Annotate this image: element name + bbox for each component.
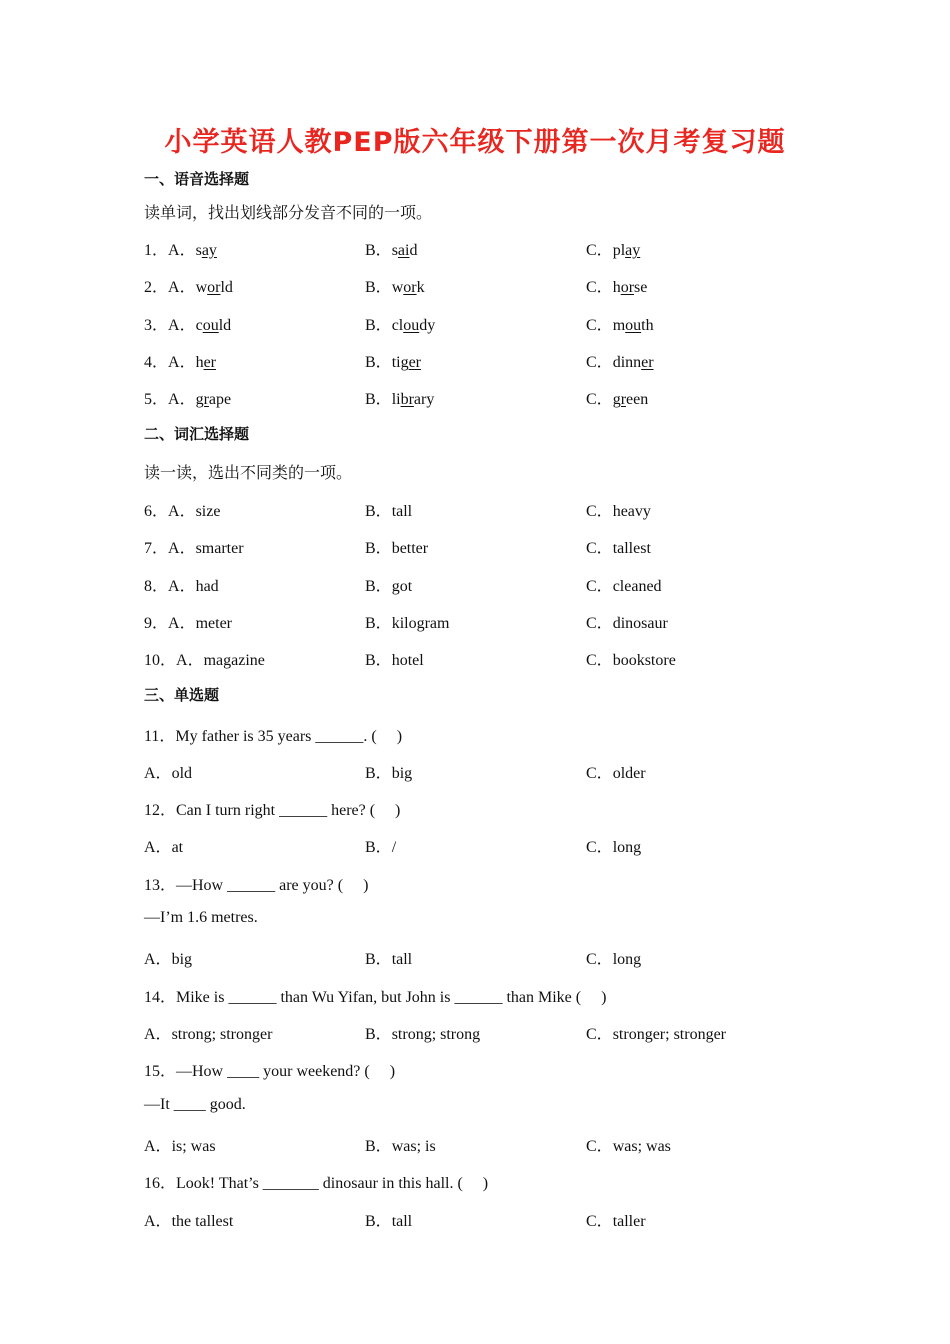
option-label: B．: [365, 765, 392, 782]
option-word: dinosaur: [612, 615, 668, 632]
phonics-question: [144, 237, 844, 259]
option-label: B．: [365, 242, 392, 259]
underlined-letters: gr: [612, 391, 627, 408]
option-b: tall: [391, 951, 413, 968]
option-label: A．: [168, 317, 196, 334]
option-label: A．: [168, 354, 196, 371]
option-label: A．: [144, 1026, 172, 1043]
option-c: older: [612, 765, 646, 782]
option-label: B．: [365, 1138, 392, 1155]
option-label: C．: [586, 391, 613, 408]
option-label: C．: [586, 615, 613, 632]
option-label: A．: [144, 1138, 172, 1155]
option-word: [392, 317, 436, 334]
question-options: [144, 1021, 844, 1043]
option-b: strong; strong: [391, 1026, 481, 1043]
word-part: ld: [218, 317, 232, 334]
option-word: got: [391, 578, 413, 595]
option-label: B．: [365, 391, 392, 408]
option-label: B．: [365, 578, 392, 595]
option-a: old: [171, 765, 193, 782]
option-word: [196, 354, 216, 371]
option-label: B．: [365, 652, 392, 669]
option-word: [392, 391, 435, 408]
underlined-letters: ai: [397, 242, 410, 259]
option-c: was; was: [612, 1138, 671, 1155]
option-word: kilogram: [391, 615, 450, 632]
option-label: C．: [586, 1213, 613, 1230]
underlined-letters: ay: [625, 242, 641, 259]
option-word: smarter: [195, 540, 244, 557]
word-part: k: [416, 279, 425, 296]
vocab-question: [144, 498, 844, 520]
underlined-letters: gr: [195, 391, 209, 408]
word-part: ape: [208, 391, 232, 408]
vocab-question: [144, 647, 844, 669]
phonics-question: [144, 312, 844, 334]
phonics-question: [144, 349, 844, 371]
word-part: pl: [612, 242, 626, 259]
word-part: c: [195, 317, 203, 334]
option-label: B．: [365, 1213, 392, 1230]
question-number: 8．: [144, 578, 169, 595]
option-c: long: [612, 839, 642, 856]
option-label: B．: [365, 540, 392, 557]
option-label: C．: [586, 317, 613, 334]
option-c: long: [612, 951, 642, 968]
option-word: [613, 354, 654, 371]
option-b: big: [391, 765, 413, 782]
option-b: /: [391, 839, 397, 856]
underlined-letters: or: [620, 279, 635, 296]
option-word: [392, 354, 421, 371]
option-label: C．: [586, 765, 613, 782]
option-c: stronger; stronger: [612, 1026, 726, 1043]
option-label: A．: [168, 503, 196, 520]
word-part: s: [195, 242, 202, 259]
option-label: A．: [168, 615, 196, 632]
option-label: B．: [365, 839, 392, 856]
underlined-letters: ou: [625, 317, 642, 334]
underlined-letters: ou: [202, 317, 219, 334]
word-part: tig: [391, 354, 409, 371]
question-number: 5．: [144, 391, 169, 408]
option-label: C．: [586, 279, 613, 296]
section-heading-mcq: 三、单选题: [144, 686, 220, 704]
option-word: size: [195, 503, 221, 520]
option-label: C．: [586, 1138, 613, 1155]
option-word: [392, 242, 418, 259]
word-part: se: [634, 279, 648, 296]
section-instruction-phonics: 读单词，找出划线部分发音不同的一项。: [144, 203, 433, 222]
option-label: B．: [365, 1026, 392, 1043]
vocab-question: [144, 573, 844, 595]
underlined-letters: or: [207, 279, 221, 296]
word-part: ary: [413, 391, 435, 408]
option-word: bookstore: [612, 652, 676, 669]
question-number: 9．: [144, 615, 169, 632]
option-label: A．: [144, 765, 172, 782]
phonics-question: [144, 274, 844, 296]
question-number: 2．: [144, 279, 169, 296]
option-word: tallest: [612, 540, 651, 557]
section-heading-vocab: 二、词汇选择题: [144, 425, 250, 443]
underlined-letters: ou: [403, 317, 420, 334]
option-word: [392, 279, 425, 296]
question-options: [144, 1208, 844, 1230]
option-word: better: [391, 540, 429, 557]
option-a: at: [171, 839, 184, 856]
word-part: d: [409, 242, 418, 259]
option-label: A．: [168, 391, 196, 408]
question-options: [144, 1133, 844, 1155]
option-word: [613, 242, 641, 259]
page-title: 小学英语人教PEP版六年级下册第一次月考复习题: [164, 127, 786, 158]
word-part: ld: [220, 279, 233, 296]
question-stem: 15．—How ____ your weekend? ( ): [144, 1063, 396, 1080]
option-label: A．: [144, 1213, 172, 1230]
option-word: magazine: [203, 652, 265, 669]
option-label: C．: [586, 652, 613, 669]
option-label: C．: [586, 354, 613, 371]
option-word: had: [195, 578, 219, 595]
question-stem: 14．Mike is ______ than Wu Yifan, but John is ______ than Mike ( ): [144, 989, 607, 1006]
option-word: hotel: [391, 652, 424, 669]
question-stem: 13．—How ______ are you? ( ): [144, 877, 369, 894]
word-part: dinn: [612, 354, 642, 371]
option-label: B．: [365, 951, 392, 968]
option-label: C．: [586, 1026, 613, 1043]
word-part: dy: [419, 317, 436, 334]
underlined-letters: er: [203, 354, 217, 371]
question-number: 3．: [144, 317, 169, 334]
option-label: B．: [365, 615, 392, 632]
option-word: meter: [195, 615, 232, 632]
underlined-letters: or: [403, 279, 417, 296]
option-a: big: [171, 951, 193, 968]
word-part: s: [391, 242, 398, 259]
word-part: h: [195, 354, 204, 371]
underlined-letters: ay: [201, 242, 217, 259]
option-label: A．: [144, 951, 172, 968]
option-label: C．: [586, 540, 613, 557]
question-options: [144, 946, 844, 968]
option-label: A．: [168, 578, 196, 595]
option-word: [613, 317, 654, 334]
question-stem: 16．Look! That’s _______ dinosaur in this hall. ( ): [144, 1175, 489, 1192]
question-number: 6．: [144, 503, 169, 520]
option-word: [196, 391, 232, 408]
question-dialogue-line: —It ____ good.: [144, 1096, 246, 1113]
option-label: A．: [168, 540, 196, 557]
option-label: C．: [586, 578, 613, 595]
option-label: A．: [168, 242, 196, 259]
option-word: heavy: [612, 503, 651, 520]
option-label: B．: [365, 503, 392, 520]
word-part: w: [391, 279, 404, 296]
option-label: C．: [586, 951, 613, 968]
option-label: A．: [144, 839, 172, 856]
option-word: tall: [391, 503, 413, 520]
vocab-question: [144, 535, 844, 557]
option-label: C．: [586, 242, 613, 259]
option-label: B．: [365, 279, 392, 296]
word-part: een: [626, 391, 649, 408]
word-part: th: [641, 317, 654, 334]
option-label: B．: [365, 317, 392, 334]
vocab-question: [144, 610, 844, 632]
word-part: w: [195, 279, 208, 296]
question-stem: 11．My father is 35 years ______. ( ): [144, 728, 403, 745]
question-dialogue-line: —I’m 1.6 metres.: [144, 909, 258, 926]
option-a: the tallest: [171, 1213, 234, 1230]
option-word: [613, 391, 649, 408]
option-a: strong; stronger: [171, 1026, 273, 1043]
option-b: was; is: [391, 1138, 436, 1155]
option-a: is; was: [171, 1138, 216, 1155]
section-heading-phonics: 一、语音选择题: [144, 170, 250, 188]
question-number: 7．: [144, 540, 169, 557]
phonics-question: [144, 386, 844, 408]
option-word: [196, 317, 232, 334]
question-stem: 12．Can I turn right ______ here? ( ): [144, 802, 401, 819]
option-label: B．: [365, 354, 392, 371]
option-word: [613, 279, 648, 296]
question-number: 10．: [144, 652, 177, 669]
word-part: li: [391, 391, 401, 408]
option-label: C．: [586, 839, 613, 856]
option-word: [196, 242, 217, 259]
question-options: [144, 834, 844, 856]
question-number: 4．: [144, 354, 169, 371]
word-part: m: [612, 317, 626, 334]
option-b: tall: [391, 1213, 413, 1230]
question-options: [144, 760, 844, 782]
underlined-letters: er: [408, 354, 422, 371]
underlined-letters: br: [400, 391, 414, 408]
option-label: A．: [168, 279, 196, 296]
option-c: taller: [612, 1213, 646, 1230]
question-number: 1．: [144, 242, 169, 259]
underlined-letters: er: [641, 354, 654, 371]
word-part: h: [612, 279, 621, 296]
section-instruction-vocab: 读一读，选出不同类的一项。: [144, 463, 353, 482]
option-label: C．: [586, 503, 613, 520]
option-word: cleaned: [612, 578, 662, 595]
word-part: cl: [391, 317, 404, 334]
option-label: A．: [176, 652, 204, 669]
option-word: [196, 279, 233, 296]
